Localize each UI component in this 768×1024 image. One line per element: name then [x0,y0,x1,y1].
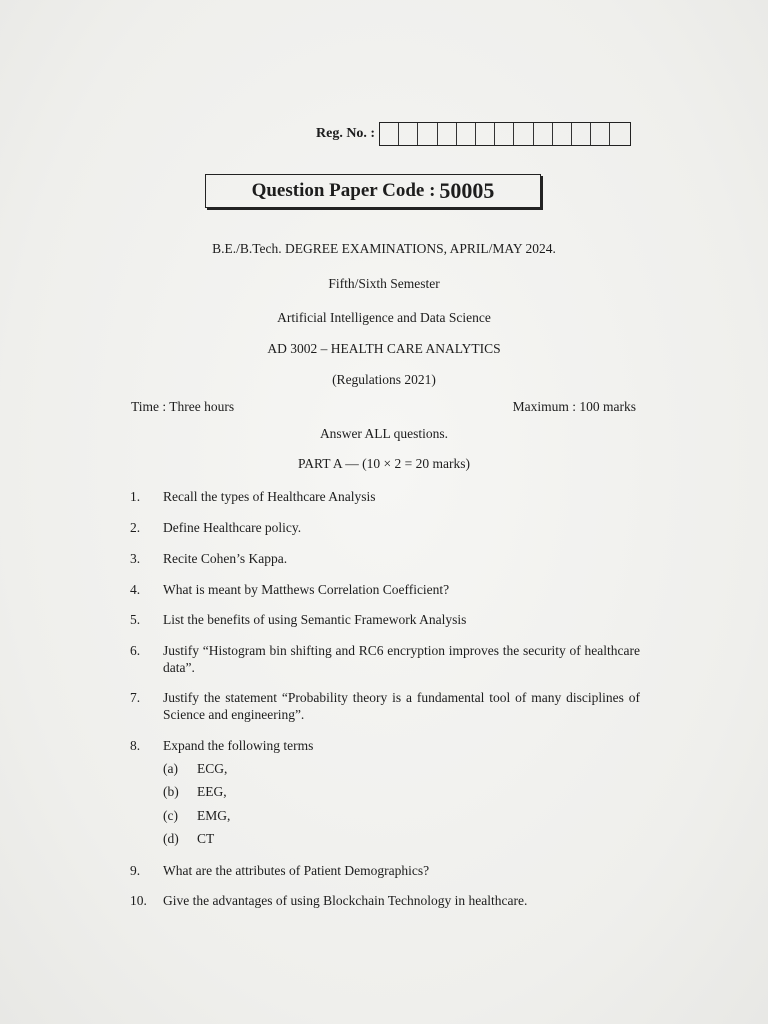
question-item [130,689,640,723]
question-number: 6. [130,643,141,658]
question-number: 10. [130,893,147,908]
sub-item-text: ECG, [197,761,228,776]
question-number: 3. [130,551,141,566]
sub-item-text: CT [197,831,215,846]
reg-no-box [495,123,514,145]
question-text: Justify the statement “Probability theory is a fundamental tool of many disciplines of Science and engineering”. [163,690,640,722]
sub-item-text: EEG, [197,784,227,799]
branch: Artificial Intelligence and Data Science [277,310,491,325]
sub-item [163,761,227,777]
question-text: Give the advantages of using Blockchain Technology in healthcare. [163,893,528,908]
semester: Fifth/Sixth Semester [328,276,440,291]
sub-item-label: (c) [163,808,178,823]
maximum-marks: Maximum : 100 marks [512,399,636,414]
question-paper-code-box [205,174,541,208]
sub-item-label: (d) [163,831,179,846]
reg-no-boxes [379,122,630,146]
reg-no-box [514,123,533,145]
question-number: 1. [130,489,141,504]
question-item [130,488,640,505]
reg-no-box [438,123,457,145]
subject: AD 3002 – HEALTH CARE ANALYTICS [267,341,501,356]
question-text: What are the attributes of Patient Demographics? [163,863,430,878]
exam-title: B.E./B.Tech. DEGREE EXAMINATIONS, APRIL/MAY 2024. [212,241,556,256]
part-heading: PART A — (10 × 2 = 20 marks) [298,456,470,471]
question-text: Define Healthcare policy. [163,520,302,535]
reg-no-box [572,123,591,145]
instruction: Answer ALL questions. [319,426,449,441]
question-item [130,892,640,909]
sub-item-text: EMG, [197,808,231,823]
question-item [130,642,640,676]
regulation: (Regulations 2021) [332,372,436,387]
reg-no-box [399,123,418,145]
reg-no-box [380,123,399,145]
question-number: 4. [130,582,141,597]
question-text: Expand the following terms [163,738,314,753]
question-number: 5. [130,612,141,627]
question-paper-code-label: Question Paper Code : [251,180,436,201]
question-text: List the benefits of using Semantic Framework Analysis [163,612,467,627]
question-item [130,550,640,567]
question-number: 9. [130,863,141,878]
question-number: 2. [130,520,141,535]
question-item [130,581,640,598]
question-item [130,611,640,628]
sub-item [163,831,214,847]
question-text: Recite Cohen’s Kappa. [163,551,288,566]
sub-item [163,784,227,800]
reg-no-box [610,123,629,145]
question-text: What is meant by Matthews Correlation Coefficient? [163,582,450,597]
reg-no-box [476,123,495,145]
reg-no-box [457,123,476,145]
sub-item-label: (b) [163,784,179,799]
reg-no-field [316,122,631,146]
time-allowed: Time : Three hours [131,399,235,414]
reg-no-box [418,123,437,145]
sub-item [163,808,230,824]
question-item [130,862,640,879]
question-number: 7. [130,690,141,705]
reg-no-box [553,123,572,145]
question-text: Recall the types of Healthcare Analysis [163,489,376,504]
question-paper-code-number: 50005 [439,178,495,203]
reg-no-box [591,123,610,145]
question-number: 8. [130,738,141,753]
reg-no-label: Reg. No. : [316,126,376,141]
question-text: Justify “Histogram bin shifting and RC6 encryption improves the security of healthcare data”. [163,643,640,675]
question-item [130,737,640,754]
sub-item-label: (a) [163,761,178,776]
reg-no-box [534,123,553,145]
question-item [130,519,640,536]
